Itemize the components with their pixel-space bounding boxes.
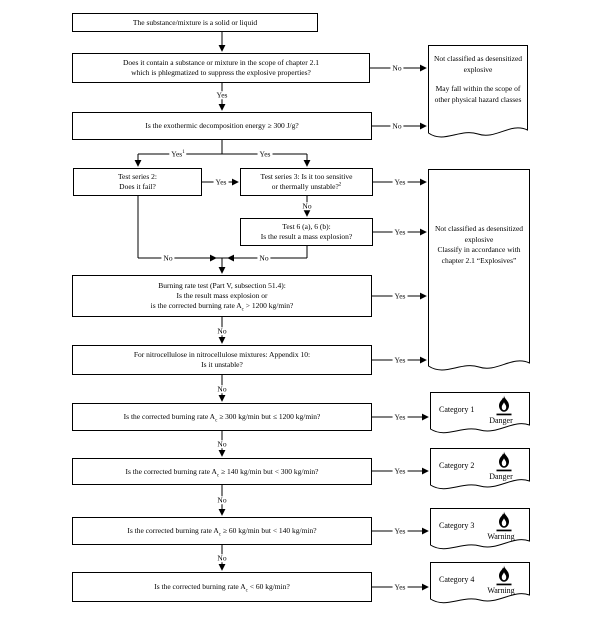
edge-label-yes: Yes bbox=[394, 466, 406, 476]
question-text: Is it unstable? bbox=[201, 360, 243, 369]
edge-label-no: No bbox=[217, 326, 227, 336]
result-text: Not classified as desensitized explosive bbox=[433, 54, 523, 74]
category-label: Category 3 bbox=[439, 521, 475, 530]
doc-category-3 bbox=[430, 508, 530, 556]
result-text: Classify in accordance with chapter 2.1 “Explosives” bbox=[437, 245, 521, 265]
question-text: Is the exothermic decomposition energy ≥ 300 J/g? bbox=[145, 121, 299, 131]
node-test-series-3 bbox=[240, 168, 373, 196]
document-shape bbox=[428, 169, 530, 377]
result-text: Not classified as desensitized explosive bbox=[434, 224, 524, 244]
edge-label-yes: Yes bbox=[394, 227, 406, 237]
edge-label-no: No bbox=[217, 384, 227, 394]
node-test-6 bbox=[240, 218, 373, 246]
result-text: May fall within the scope of other physical hazard classes bbox=[434, 84, 522, 104]
signal-word: Danger bbox=[489, 416, 513, 425]
edge-label-yes: Yes bbox=[394, 582, 406, 592]
question-text: Is the result a mass explosion? bbox=[260, 232, 353, 241]
edge-label-yes: Yes bbox=[394, 177, 406, 187]
node-category2-question bbox=[72, 458, 372, 485]
signal-word: Warning bbox=[487, 586, 515, 595]
edge-label-no: No bbox=[217, 495, 227, 505]
node-category1-question bbox=[72, 403, 372, 431]
edge-label-no: No bbox=[302, 201, 312, 211]
edge-label-no: No bbox=[217, 439, 227, 449]
doc-not-classified-other-hazards bbox=[428, 45, 528, 143]
question-text: Is the corrected burning rate $A_c \ge 140$ kg/min but < 300 kg/min? bbox=[125, 466, 319, 479]
node-nitrocellulose-question bbox=[72, 345, 372, 375]
question-text: Does it contain a substance or mixture in the scope of chapter 2.1 bbox=[123, 58, 319, 68]
category-label: Category 4 bbox=[439, 575, 475, 584]
node-exothermic-question bbox=[72, 112, 372, 140]
node-start bbox=[72, 13, 318, 32]
flame-icon bbox=[494, 395, 514, 417]
category-label: Category 1 bbox=[439, 405, 475, 414]
question-text: which is phlegmatized to suppress the explosive properties? bbox=[131, 68, 311, 77]
flame-icon bbox=[494, 511, 514, 533]
flame-icon bbox=[494, 565, 514, 587]
edge-label-no: No bbox=[163, 253, 173, 263]
category-label: Category 2 bbox=[439, 461, 475, 470]
edge-label-yes: Yes bbox=[394, 355, 406, 365]
question-text: or thermally unstable?$^2$ bbox=[271, 182, 342, 191]
edge-label-yes: Yes bbox=[394, 526, 406, 536]
question-text: is the corrected burning rate $A_c > 1200$ kg/min? bbox=[150, 300, 294, 313]
question-text: For nitrocellulose in nitrocellulose mixtures: Appendix 10: bbox=[133, 350, 311, 360]
node-burning-rate-test bbox=[72, 275, 372, 317]
node-phlegmatized-question bbox=[72, 53, 370, 83]
question-text: Is the corrected burning rate $A_c \ge 300$ kg/min but ≤ 1200 kg/min? bbox=[123, 412, 321, 424]
question-text: Test 6 (a), 6 (b): bbox=[282, 222, 331, 232]
node-start-text: The substance/mixture is a solid or liquid bbox=[132, 17, 258, 27]
edge-label-yes: Yes bbox=[394, 412, 406, 422]
edge-label-yes: Yes bbox=[216, 90, 228, 100]
edge-label-no: No bbox=[392, 63, 402, 73]
signal-word: Danger bbox=[489, 472, 513, 481]
doc-category-1 bbox=[430, 392, 530, 440]
edge-label-no: No bbox=[392, 121, 402, 131]
question-text: Test series 2: bbox=[117, 172, 158, 182]
node-category3-question bbox=[72, 517, 372, 545]
doc-not-classified-explosives bbox=[428, 169, 530, 377]
doc-category-2 bbox=[430, 448, 530, 496]
signal-word: Warning bbox=[487, 532, 515, 541]
footnote-marker: 1 bbox=[182, 149, 185, 155]
question-text: Test series 3: Is it too sensitive bbox=[260, 172, 353, 182]
node-test-series-2 bbox=[73, 168, 202, 196]
edge-label-yes: Yes bbox=[394, 291, 406, 301]
question-text: Burning rate test (Part V, subsection 51.4): bbox=[158, 281, 286, 291]
question-text: Is the corrected burning rate $A_c < 60$ kg/min? bbox=[154, 582, 290, 594]
edge-label-no: No bbox=[217, 553, 227, 563]
question-text: Is the result mass explosion or bbox=[176, 291, 268, 301]
edge-label-yes-footnote1: Yes$^1$ bbox=[171, 149, 185, 159]
doc-category-4 bbox=[430, 562, 530, 610]
node-category4-question bbox=[72, 572, 372, 602]
question-text: Does it fail? bbox=[119, 182, 156, 191]
edge-label-yes: Yes bbox=[215, 177, 227, 187]
question-text: Is the corrected burning rate $A_c \ge 60$ kg/min but < 140 kg/min? bbox=[127, 526, 317, 538]
flame-icon bbox=[494, 451, 514, 473]
footnote-marker: 2 bbox=[338, 182, 342, 188]
edge-label-no: No bbox=[259, 253, 269, 263]
edge-label-yes: Yes bbox=[259, 149, 271, 159]
